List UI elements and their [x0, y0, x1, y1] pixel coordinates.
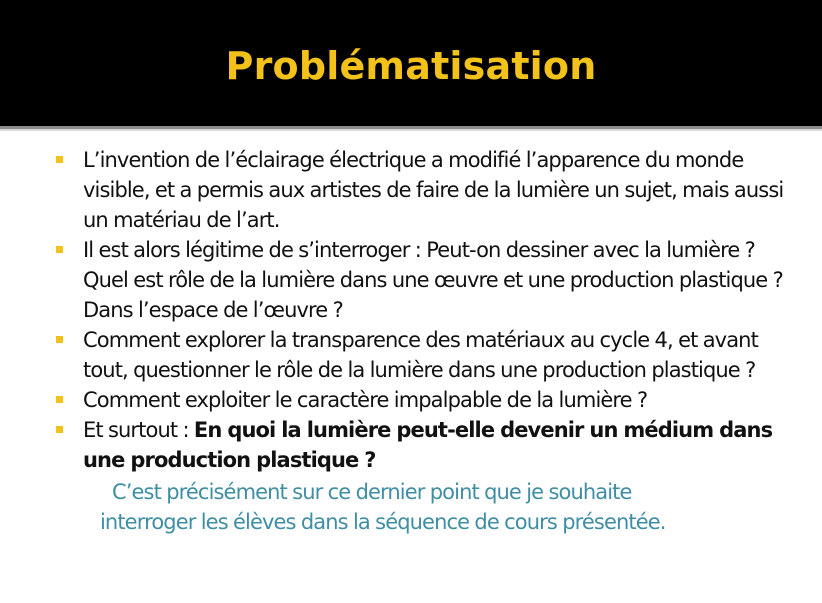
title-divider-highlight: [0, 129, 822, 131]
slide-content: [56, 145, 786, 537]
bullet-list: [56, 145, 786, 475]
bullet-text: Il est alors légitime de s’interroger : Peut-on dessiner avec la lumière ? Quel est rôle de la lumière dans une œuvre et une production plastique ? Dans l’espace de l’œuvre ?: [83, 238, 783, 322]
note-line: interroger les élèves dans la séquence de cours présentée.: [100, 510, 666, 534]
square-bullet-icon: [56, 246, 63, 253]
bullet-item-key-question: [56, 415, 786, 475]
bullet-text: L’invention de l’éclairage électrique a modifié l’apparence du monde visible, et a permis aux artistes de faire de la lumière un sujet, mais aussi un matériau de l’art.: [83, 148, 784, 232]
bullet-lead-text: Et surtout :: [83, 418, 194, 442]
teacher-note: [100, 477, 760, 537]
square-bullet-icon: [56, 426, 63, 433]
key-question-text: En quoi la lumière peut-elle devenir un médium dans une production plastique ?: [83, 418, 773, 472]
bullet-text: Comment explorer la transparence des matériaux au cycle 4, et avant tout, questionner le rôle de la lumière dans une production plastique ?: [83, 328, 758, 382]
square-bullet-icon: [56, 396, 63, 403]
bullet-text: Comment exploiter le caractère impalpable de la lumière ?: [83, 388, 648, 412]
square-bullet-icon: [56, 336, 63, 343]
slide-title: Problématisation: [225, 44, 597, 88]
bullet-item: [56, 325, 786, 385]
note-line: C’est précisément sur ce dernier point que je souhaite: [112, 480, 632, 504]
bullet-item: [56, 385, 786, 415]
bullet-item: [56, 145, 786, 235]
square-bullet-icon: [56, 156, 63, 163]
bullet-item: [56, 235, 786, 325]
